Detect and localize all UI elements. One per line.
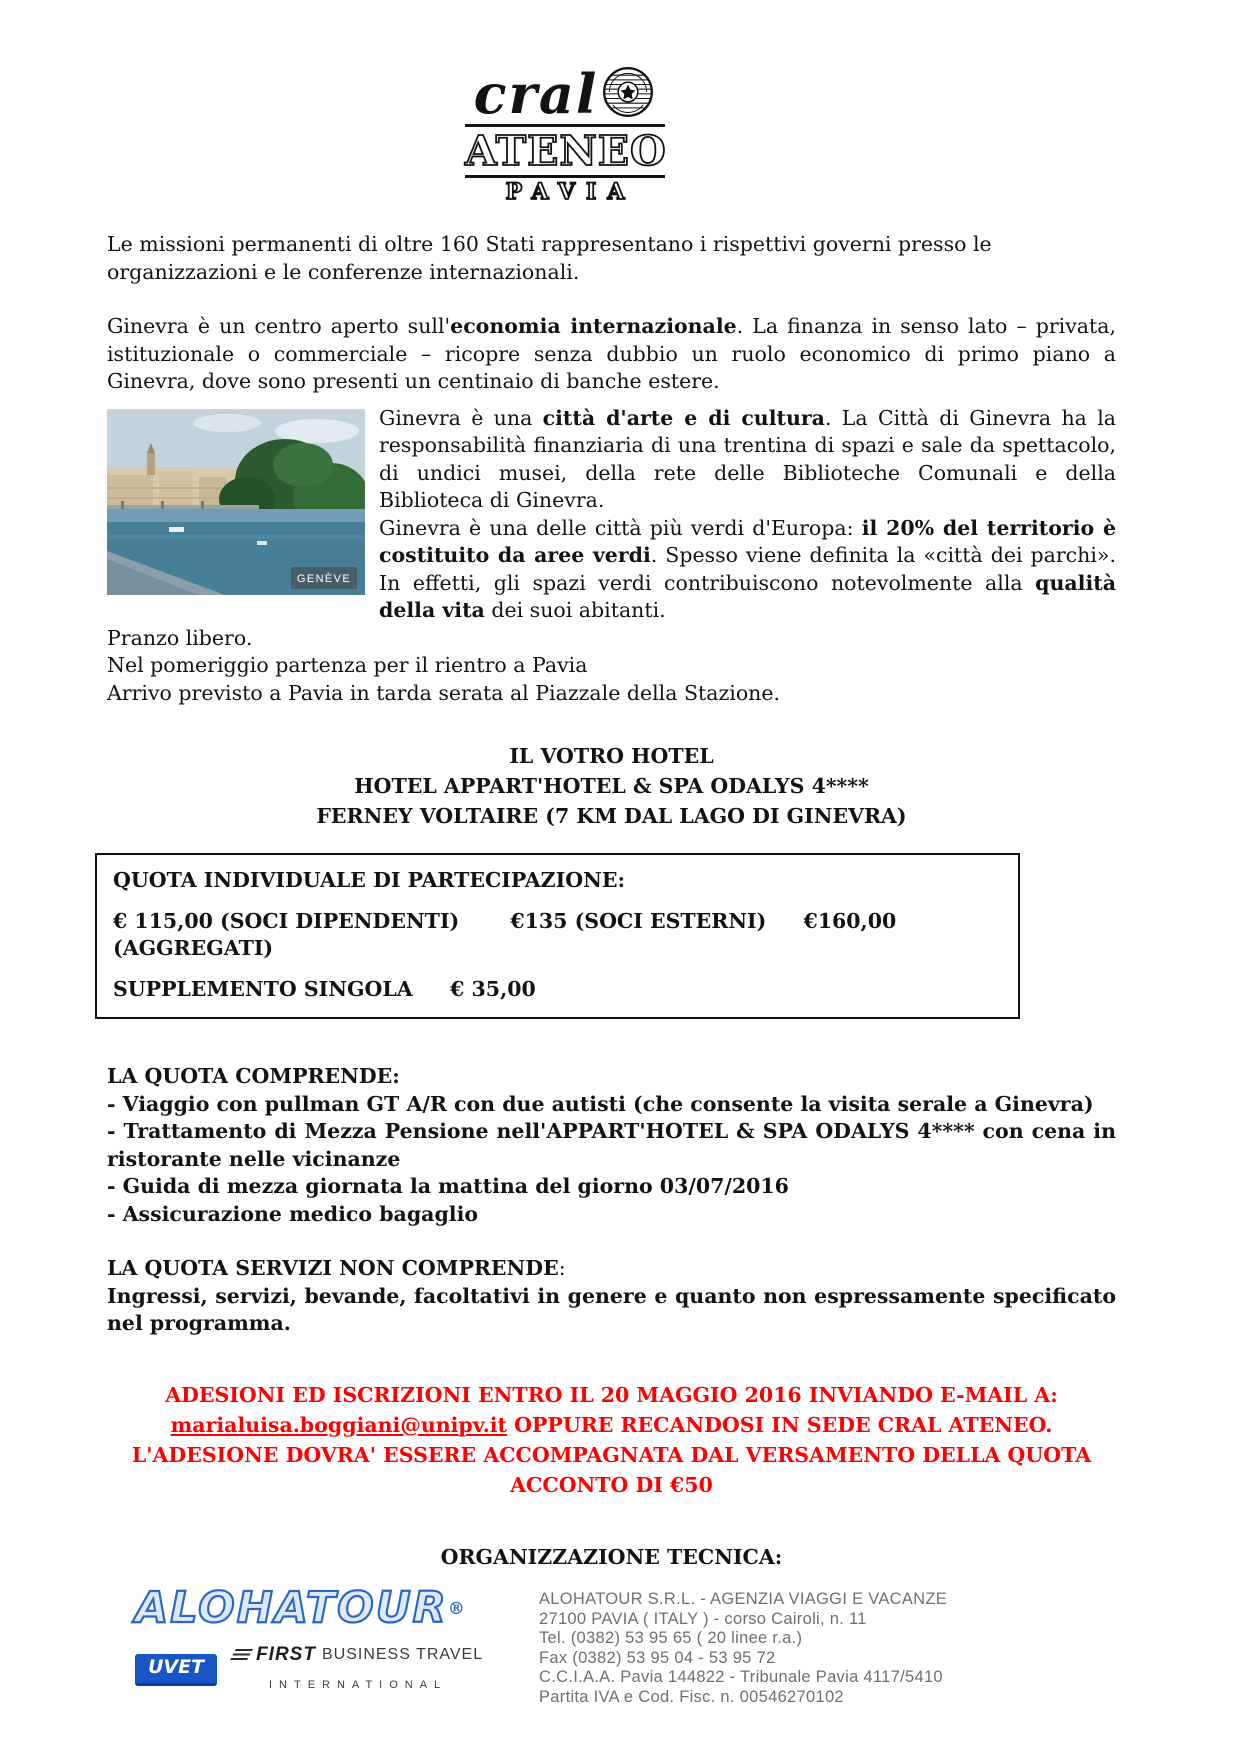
- intro-paragraph-2: [107, 313, 1116, 396]
- text-run: Ginevra è una delle città più verdi d'Europa:: [379, 515, 862, 540]
- text-run: OPPURE RECANDOSI IN SEDE CRAL ATENEO. L'ADESIONE DOVRA' ESSERE ACCOMPAGNATA DAL VERSAMENTO DELLA QUOTA ACCONTO DI €50: [131, 1412, 1092, 1497]
- logo-inner: [465, 64, 665, 205]
- fbt-first-text: FIRST: [256, 1644, 316, 1665]
- partner-logos-row: [135, 1641, 539, 1699]
- fbt-international-text: INTERNATIONAL: [268, 1678, 448, 1691]
- includes-item-2: - Trattamento di Mezza Pensione nell'APPART'HOTEL & SPA ODALYS 4**** con cena in ristorante nelle vicinanze: [107, 1119, 1116, 1171]
- hotel-title: IL VOTRO HOTEL: [509, 744, 714, 768]
- intro-paragraph-1: [107, 231, 1116, 286]
- agency-address-line: 27100 PAVIA ( ITALY ) - corso Cairoli, n. 11: [539, 1609, 867, 1628]
- includes-item-1: - Viaggio con pullman GT A/R con due autisti (che consente la visita serale a Ginevra): [107, 1091, 1094, 1116]
- text-run: qualità della vita: [379, 570, 1116, 622]
- hotel-location: FERNEY VOLTAIRE (7 KM DAL LAGO DI GINEVRA): [316, 804, 907, 828]
- agency-vat-line: Partita IVA e Cod. Fisc. n. 00546270102: [539, 1687, 844, 1706]
- text-run: :: [558, 1256, 566, 1280]
- logo-pavia-text: PAVIA: [505, 179, 636, 205]
- geneva-description-section: [107, 405, 1116, 625]
- text-run: città d'arte e di cultura: [542, 405, 825, 430]
- first-business-travel-logo: [233, 1641, 483, 1699]
- logo-cral-text: cral: [473, 62, 599, 126]
- geneva-photo: [107, 409, 365, 595]
- cral-ateneo-pavia-logo: [0, 0, 1240, 205]
- single-supplement-label: SUPPLEMENTO SINGOLA: [113, 976, 413, 1001]
- agency-logos: [135, 1585, 539, 1699]
- agency-registry-line: C.C.I.A.A. Pavia 144822 - Tribunale Pavia 4117/5410: [539, 1668, 943, 1686]
- price-row: [113, 908, 1002, 963]
- itinerary-line-3: Arrivo previsto a Pavia in tarda serata al Piazzale della Stazione.: [107, 680, 781, 705]
- logo-top-row: [465, 62, 665, 126]
- text-run: ADESIONI ED ISCRIZIONI ENTRO IL 20 MAGGIO 2016 INVIANDO E-MAIL A:: [165, 1382, 1058, 1407]
- text-run: organizzazioni e le conferenze internazionali.: [107, 259, 580, 284]
- includes-heading: LA QUOTA COMPRENDE:: [107, 1064, 400, 1088]
- single-supplement-row: [113, 976, 1002, 1004]
- price-soci-dipendenti: € 115,00 (SOCI DIPENDENTI): [113, 908, 460, 933]
- price-box: [95, 853, 1020, 1019]
- agency-name-line: ALOHATOUR S.R.L. - AGENZIA VIAGGI E VACANZE: [539, 1590, 948, 1608]
- hotel-info-block: [107, 741, 1116, 831]
- alohatour-logo-row: [135, 1585, 539, 1631]
- includes-item-4: - Assicurazione medico bagaglio: [107, 1201, 479, 1226]
- text-run: il 20% del territorio è costituito da aree verdi: [379, 515, 1116, 567]
- alohatour-logo: ALOHATOUR: [135, 1583, 448, 1633]
- footer: [107, 1585, 1116, 1707]
- single-supplement-value: € 35,00: [450, 976, 536, 1001]
- quota-excludes-section: [107, 1255, 1116, 1338]
- price-box-title: QUOTA INDIVIDUALE DI PARTECIPAZIONE:: [113, 868, 626, 892]
- fbt-top-line: [233, 1641, 483, 1669]
- logo-ateneo-text: ATENEO: [465, 124, 665, 178]
- text-run: . La Città di Ginevra ha la responsabilità finanziaria di una trentina di spazi e sale da spettacolo, di undici musei, della rete delle Biblioteche Comunali e della Biblioteca di Ginevra.: [379, 405, 1116, 512]
- photo-caption: GENÈVE: [296, 572, 352, 585]
- agency-contact-info: [539, 1585, 947, 1707]
- registered-mark: ®: [447, 1599, 465, 1620]
- itinerary-line-1: Pranzo libero.: [107, 625, 253, 650]
- hotel-name: HOTEL APPART'HOTEL & SPA ODALYS 4****: [354, 774, 869, 798]
- text-run: LA QUOTA SERVIZI NON COMPRENDE: [107, 1256, 559, 1280]
- email-link[interactable]: marialuisa.boggiani@unipv.it: [170, 1412, 508, 1437]
- document-content: [0, 231, 1240, 1707]
- text-run: Le missioni permanenti di oltre 160 Stati rappresentano i rispettivi governi presso le: [107, 232, 992, 256]
- price-soci-esterni: €135 (SOCI ESTERNI): [510, 908, 767, 933]
- text-run: economia internazionale: [450, 314, 737, 338]
- organization-heading: ORGANIZZAZIONE TECNICA:: [440, 1544, 783, 1569]
- agency-phone-line: Tel. (0382) 53 95 65 ( 20 linee r.a.): [539, 1629, 803, 1647]
- uvet-logo: UVET: [135, 1654, 217, 1686]
- speed-lines-icon: [230, 1649, 253, 1660]
- quota-includes-section: [107, 1063, 1116, 1228]
- excludes-body: Ingressi, servizi, bevande, facoltativi in genere e quanto non espressamente specificato nel programma.: [107, 1283, 1116, 1335]
- fbt-business-travel-text: BUSINESS TRAVEL: [321, 1646, 484, 1663]
- text-run: . La finanza in senso lato – privata, istituzionale o commerciale – ricopre senza dubbio un ruolo economico di primo piano a Ginevra, dove sono presenti un centinaio di banche estere.: [107, 314, 1116, 393]
- text-run: Ginevra è un centro aperto sull': [107, 314, 451, 338]
- text-run: . Spesso viene definita la «città dei parchi». In effetti, gli spazi verdi contribuiscono notevolmente alla: [379, 543, 1116, 595]
- includes-item-3: - Guida di mezza giornata la mattina del giorno 03/07/2016: [107, 1174, 789, 1198]
- signup-notice: [107, 1380, 1116, 1500]
- price-aggregati: €160,00 (AGGREGATI): [113, 908, 897, 960]
- text-run: Ginevra è una: [379, 405, 543, 430]
- agency-fax-line: Fax (0382) 53 95 04 - 53 95 72: [539, 1648, 776, 1667]
- excludes-heading: [107, 1255, 1116, 1283]
- itinerary-line-2: Nel pomeriggio partenza per il rientro a Pavia: [107, 653, 588, 677]
- text-run: dei suoi abitanti.: [484, 598, 666, 622]
- logo-emblem-icon: [600, 64, 656, 120]
